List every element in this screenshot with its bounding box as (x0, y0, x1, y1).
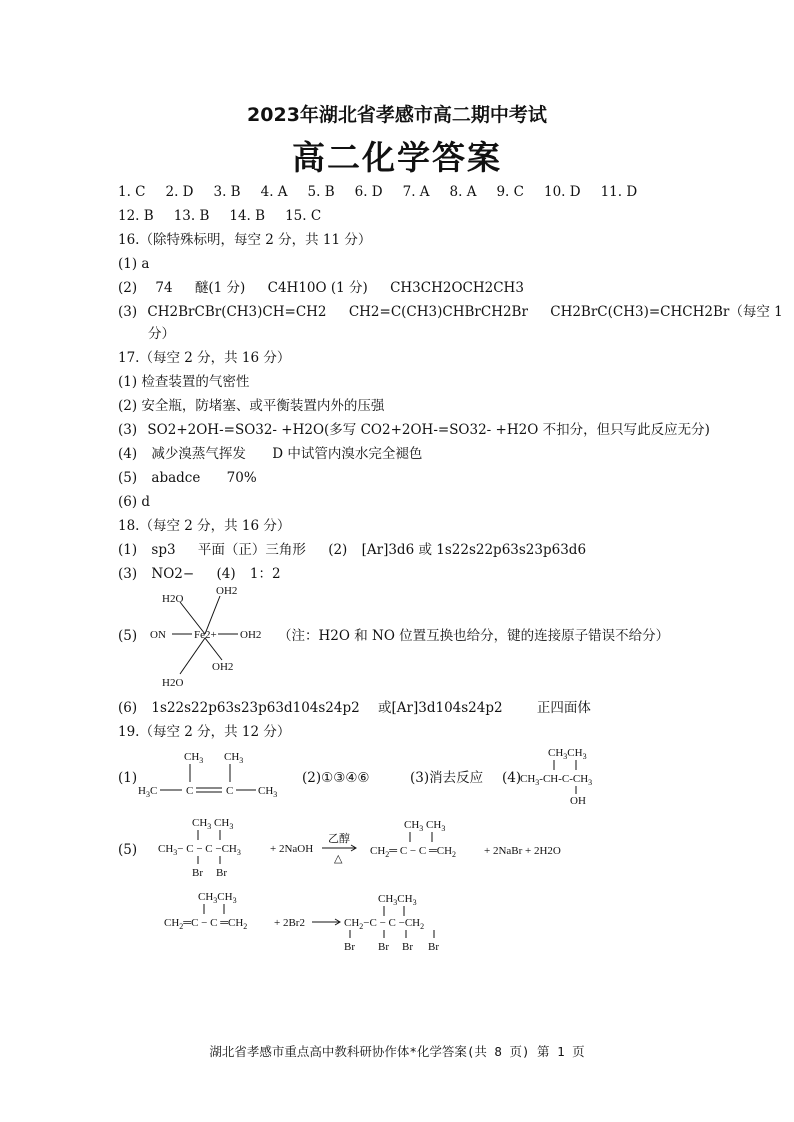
q16-a3-structure-3: CH2BrC(CH3)=CHCH2Br（每空 1 (550, 304, 783, 320)
q19-a5-label: (5) (118, 842, 138, 858)
svg-text:CH3CH3: $CH_3CH_3$ (198, 891, 237, 905)
q18-a4-label: (4) (216, 566, 236, 582)
q19-reaction-1 (158, 814, 598, 880)
q17-a3-label: (3) (118, 422, 138, 438)
svg-text:CH3: $CH_3$ (224, 751, 244, 765)
q18-a6-short-configuration: 或[Ar]3d104s24p2 (378, 700, 503, 716)
svg-text:CH3− C − C −CH3: $CH_3- C - C -CH_3$ (158, 843, 241, 857)
mcq-answer: 9. C (496, 184, 524, 200)
ligand-label-lower-left: H2O (162, 677, 184, 689)
q16-answer-3 (118, 304, 783, 320)
exam-title: 2023年湖北省孝感市高二期中考试 (247, 104, 547, 126)
q18-answer-1-2 (118, 542, 586, 558)
q16-a3-label: (3) (118, 304, 138, 320)
svg-text:C: C (186, 785, 194, 797)
mcq-answer: 1. C (118, 184, 146, 200)
q18-a4-answer: 1：2 (249, 566, 281, 582)
reaction-1-condition-bottom: △ (334, 853, 343, 865)
mcq-answer: 7. A (402, 184, 430, 200)
q18-a1-hybridization: sp3 (151, 542, 176, 558)
q18-a2-label: (2) (328, 542, 348, 558)
q18-a6-label: (6) (118, 700, 138, 716)
mcq-answer: 13. B (173, 208, 210, 224)
q17-a3-equation: SO2+2OH-=SO32- +H2O(多写 CO2+2OH-=SO32- +H2O 不扣分，但只写此反应无分) (147, 422, 710, 438)
q16-a2-structure: CH3CH2OCH2CH3 (390, 280, 524, 296)
bond-line (205, 638, 222, 660)
reaction-1-reagent: + 2NaOH (270, 843, 314, 855)
q18-a3-label: (3) (118, 566, 138, 582)
q16-a2-ether: 醚(1 分) (194, 280, 246, 296)
q17-a4-part-1: 减少溴蒸气挥发 (151, 446, 246, 462)
q17-a5-label: (5) (118, 470, 138, 486)
svg-text:CH3: $CH_3$ (258, 785, 278, 799)
q17-answer-4 (118, 446, 422, 462)
q18-a6-shape: 正四面体 (536, 700, 591, 716)
q18-a5-label: (5) (118, 628, 138, 644)
q17-answer-6: (6) d (118, 494, 151, 510)
q18-a5-note: （注：H2O 和 NO 位置互换也给分，键的连接原子错误不给分） (278, 628, 670, 644)
ligand-label-upper-right: OH2 (216, 585, 238, 597)
ligand-label-lower-right: OH2 (212, 661, 234, 673)
mcq-row-1 (118, 184, 637, 200)
svg-text:CH3 CH3: $CH_3$ $CH_3$ (404, 819, 446, 833)
q18-answer-6 (118, 700, 591, 716)
q16-answer-1: (1) a (118, 256, 150, 272)
q17-header: 17.（每空 2 分，共 16 分） (118, 350, 291, 366)
ligand-label-right: OH2 (240, 629, 262, 641)
q18-a3-answer: NO2− (151, 566, 195, 582)
mcq-answer: 2. D (165, 184, 194, 200)
svg-text:OH: OH (570, 795, 586, 806)
svg-text:CH2−C − C −CH2: $CH_2-C - C -CH_2$ (344, 917, 425, 931)
svg-text:CH2═C − C ═CH2: $CH_2═C - C$ $═CH_2$ (164, 917, 248, 931)
q17-answer-3 (118, 422, 710, 438)
reaction-1-products: + 2NaBr + 2H2O (484, 845, 561, 857)
q19-answer-2: (2)①③④⑥ (302, 770, 370, 786)
reaction-1-condition-top: 乙醇 (328, 833, 350, 845)
ligand-label-left: ON (150, 629, 166, 641)
q16-answer-2 (118, 280, 524, 296)
mcq-answer: 4. A (260, 184, 288, 200)
svg-text:CH3-CH-C-CH3: $CH_3-CH-C-CH_3$ (520, 773, 593, 787)
q19-header: 19.（每空 2 分，共 12 分） (118, 724, 291, 740)
svg-text:CH2═ C − C ═CH2: $CH_2═$ C − C $═CH_2$ (370, 845, 457, 859)
svg-text:Br: Br (378, 941, 389, 953)
q16-a2-label: (2) (118, 280, 138, 296)
svg-text:CH3CH3: $CH_3CH_3$ (548, 747, 587, 761)
q18-header: 18.（每空 2 分，共 16 分） (118, 518, 291, 534)
mcq-answer: 10. D (543, 184, 581, 200)
svg-text:CH3CH3: $CH_3CH_3$ (378, 893, 417, 907)
svg-text:CH3 CH3: $CH_3$ $CH_3$ (192, 817, 234, 831)
mcq-answer: 6. D (354, 184, 383, 200)
bond-line (180, 638, 205, 674)
q19-a4-label: (4) (502, 770, 522, 786)
q17-answer-1: (1) 检查装置的气密性 (118, 374, 250, 390)
svg-text:H3C: $H_3C$ (138, 785, 158, 799)
q18-a6-configuration: 1s22s22p63s23p63d104s24p2 (151, 700, 360, 716)
q17-a4-part-2: D 中试管内溴水完全褪色 (272, 446, 423, 462)
mcq-answer: 3. B (213, 184, 241, 200)
svg-text:Br: Br (344, 941, 355, 953)
mcq-answer: 15. C (285, 208, 322, 224)
svg-text:CH3: $CH_3$ (184, 751, 204, 765)
mcq-row-2 (118, 208, 321, 224)
q16-a2-value: 74 (155, 280, 173, 296)
q16-a2-formula: C4H10O (1 分) (267, 280, 368, 296)
q16-a3-structure-1: CH2BrCBr(CH3)CH=CH2 (147, 304, 327, 320)
mcq-answer: 14. B (229, 208, 266, 224)
mcq-answer: 8. A (449, 184, 477, 200)
q16-answer-3-continued: 分） (148, 326, 175, 342)
svg-text:Br: Br (402, 941, 413, 953)
q19-a1-structure (138, 748, 288, 804)
svg-text:C: C (226, 785, 234, 797)
q17-a5-part-2: 70% (226, 470, 257, 486)
mcq-answer: 5. B (307, 184, 335, 200)
metal-center-label: Fe2+ (194, 629, 217, 641)
answer-title: 高二化学答案 (292, 138, 502, 177)
q19-a4-structure (520, 744, 620, 806)
q17-answer-2: (2) 安全瓶，防堵塞、或平衡装置内外的压强 (118, 398, 385, 414)
mcq-answer: 12. B (118, 208, 154, 224)
q18-a1-geometry: 平面（正）三角形 (197, 542, 306, 558)
svg-text:Br: Br (428, 941, 439, 953)
reaction-2-reagent: + 2Br2 (274, 917, 305, 929)
q19-answer-3: (3)消去反应 (410, 770, 484, 786)
q19-a1-label: (1) (118, 770, 138, 786)
ligand-label-upper-left: H2O (162, 593, 184, 605)
svg-text:Br: Br (192, 867, 203, 879)
q19-reaction-2 (164, 888, 464, 956)
q18-answer-3-4 (118, 566, 281, 582)
page-footer: 湖北省孝感市重点高中教科研协作体*化学答案(共 8 页) 第 1 页 (209, 1044, 585, 1059)
q18-a2-configuration: [Ar]3d6 或 1s22s22p63s23p63d6 (361, 542, 587, 558)
q17-a4-label: (4) (118, 446, 138, 462)
svg-text:Br: Br (216, 867, 227, 879)
mcq-answer: 11. D (600, 184, 638, 200)
q16-a3-structure-2: CH2=C(CH3)CHBrCH2Br (348, 304, 528, 320)
complex-structure-diagram (140, 582, 270, 692)
q16-header: 16.（除特殊标明，每空 2 分，共 11 分） (118, 232, 372, 248)
q18-a1-label: (1) (118, 542, 138, 558)
q17-answer-5 (118, 470, 257, 486)
q17-a5-part-1: abadce (151, 470, 201, 486)
